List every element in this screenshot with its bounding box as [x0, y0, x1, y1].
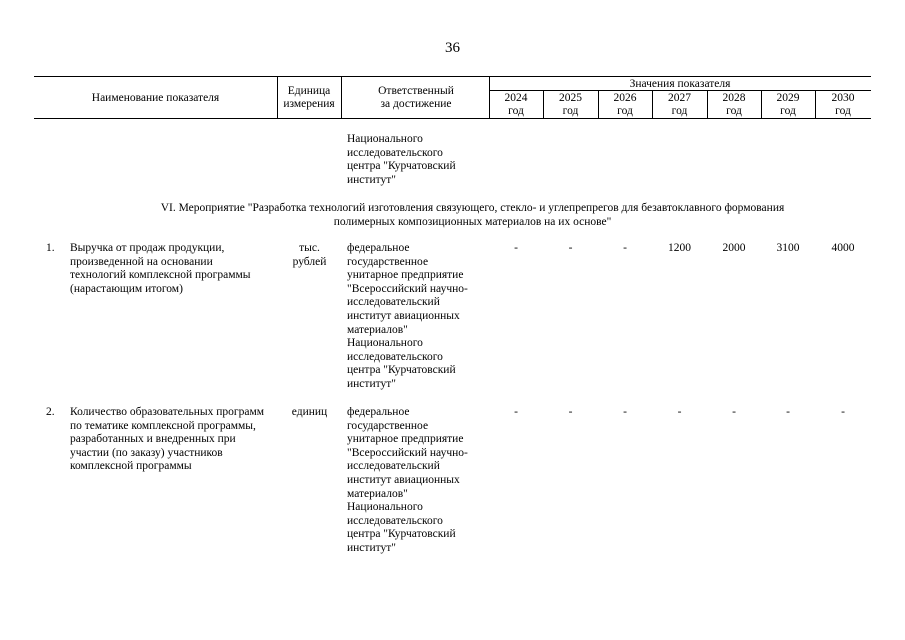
continuation-responsible: Национального исследовательского центра "Курчатовский институт" — [347, 133, 456, 186]
year-header — [761, 92, 815, 118]
year-header — [598, 92, 652, 118]
year-suffix: год — [835, 105, 851, 117]
header-unit: Единица измерения — [283, 85, 335, 110]
row-indicator-name: Выручка от продаж продукции, произведенной на основании технологий комплексной программы (нарастающим итогом) — [70, 242, 251, 295]
row-number: 1. — [46, 242, 55, 254]
row-value: - — [677, 406, 682, 418]
row-unit: единиц — [291, 406, 328, 418]
header-divider — [341, 76, 342, 118]
row-value: - — [514, 242, 518, 254]
row-responsible: федеральное государственное унитарное предприятие "Всероссийский научно-исследовательский институт авиационных материалов" Национального исследовательского центра "Курчатовский институт" — [347, 242, 468, 390]
year-suffix: год — [780, 105, 796, 117]
row-value: - — [732, 406, 736, 418]
row-value: - — [623, 242, 627, 254]
year-value: 2024 — [504, 92, 528, 104]
row-responsible: федеральное государственное унитарное предприятие "Всероссийский научно-исследовательский институт авиационных материалов" Национального исследовательского центра "Курчатовский институт" — [347, 406, 468, 554]
header-top-rule — [34, 76, 871, 77]
row-value: - — [568, 406, 573, 418]
year-suffix: год — [671, 105, 688, 117]
header-bottom-rule — [34, 118, 871, 119]
row-indicator-name: Количество образовательных программ по тематике комплексной программы, разработанных и внедренных при участии (по заказу) участников комплексной программы — [70, 406, 265, 473]
header-name: Наименование показателя — [91, 92, 220, 104]
year-header — [543, 92, 598, 118]
year-suffix: год — [562, 105, 579, 117]
year-value: 2030 — [831, 92, 855, 104]
row-number: 2. — [46, 406, 55, 418]
row-value: - — [841, 406, 845, 418]
row-value: - — [568, 242, 573, 254]
header-responsible: Ответственный за достижение — [378, 85, 454, 110]
row-value: 2000 — [722, 242, 746, 254]
row-value: - — [514, 406, 518, 418]
year-suffix: год — [617, 105, 633, 117]
header-values-group: Значения показателя — [629, 78, 731, 90]
year-value: 2026 — [613, 92, 637, 104]
year-suffix: год — [726, 105, 742, 117]
year-suffix: год — [508, 105, 524, 117]
year-value: 2028 — [722, 92, 746, 104]
section-title: VI. Мероприятие "Разработка технологий изготовления связующего, стекло- и углепрепрегов для безавтоклавного формования полимерных композиционных материалов на их основе" — [160, 202, 785, 228]
year-header — [815, 92, 871, 118]
year-value: 2029 — [776, 92, 800, 104]
row-unit: тыс. рублей — [292, 242, 327, 268]
year-header — [489, 92, 543, 118]
row-value: 1200 — [668, 242, 691, 254]
year-value: 2027 — [668, 92, 691, 104]
year-value: 2025 — [559, 92, 582, 104]
row-value: - — [623, 406, 627, 418]
year-header — [652, 92, 707, 118]
header-divider — [277, 76, 278, 118]
row-value: 4000 — [831, 242, 855, 254]
row-value: 3100 — [776, 242, 800, 254]
page-number: 36 — [445, 40, 460, 56]
year-header — [707, 92, 761, 118]
row-value: - — [786, 406, 790, 418]
